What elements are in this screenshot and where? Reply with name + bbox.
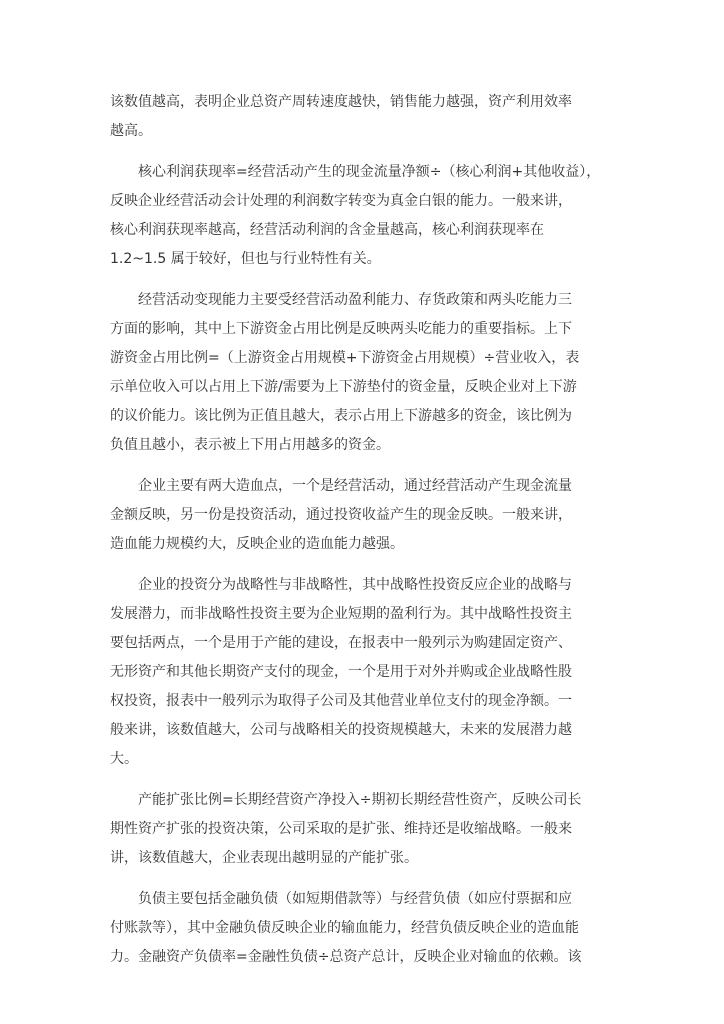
body-text [110,88,616,972]
paragraph-blood-making-points [110,472,616,559]
text-line: 游资金占用比例=（上游资金占用规模+下游资金占用规模）÷营业收入，表 [110,350,580,366]
paragraph-capacity-expansion [110,786,616,873]
text-line: 力。金融资产负债率=金融性负债÷总资产总计，反映企业对输血的依赖。该 [110,949,582,965]
paragraph-liabilities [110,885,616,972]
text-line: 示单位收入可以占用上下游/需要为上下游垫付的资金量，反映企业对上下游 [110,379,577,395]
text-line: 要包括两点，一个是用于产能的建设，在报表中一般列示为购建固定资产、 [110,635,572,651]
text-line: 发展潜力，而非战略性投资主要为企业短期的盈利行为。其中战略性投资主 [110,606,572,622]
text-line: 该数值越高，表明企业总资产周转速度越快，销售能力越强，资产利用效率 [110,94,572,110]
text-line: 付账款等），其中金融负债反映企业的输血能力，经营负债反映企业的造血能 [110,920,579,936]
paragraph-asset-turnover [110,88,616,146]
paragraph-operating-cash-ability [110,286,616,460]
text-line: 无形资产和其他长期资产支付的现金，一个是用于对外并购或企业战略性股 [110,664,572,680]
text-line: 企业主要有两大造血点，一个是经营活动，通过经营活动产生现金流量 [138,478,572,494]
text-line: 大。 [110,751,138,767]
text-line: 企业的投资分为战略性与非战略性，其中战略性投资反应企业的战略与 [138,577,572,593]
text-line: 越高。 [110,123,152,139]
text-line: 般来讲，该数值越大，公司与战略相关的投资规模越大，未来的发展潜力越 [110,722,572,738]
text-line: 造血能力规模约大，反映企业的造血能力越强。 [110,536,404,552]
text-line: 的议价能力。该比例为正值且越大，表示占用上下游越多的资金，该比例为 [110,408,572,424]
paragraph-strategic-investment [110,571,616,774]
text-line: 经营活动变现能力主要受经营活动盈利能力、存货政策和两头吃能力三 [138,292,572,308]
text-line: 讲，该数值越大，企业表现出越明显的产能扩张。 [110,850,418,866]
text-line: 核心利润获现率=经营活动产生的现金流量净额÷（核心利润+其他收益）， [138,164,601,180]
paragraph-core-profit-cash-ratio [110,158,616,274]
text-line: 1.2~1.5 属于较好，但也与行业特性有关。 [110,251,381,267]
text-line: 负值且越小，表示被上下用占用越多的资金。 [110,437,390,453]
text-line: 金额反映，另一份是投资活动，通过投资收益产生的现金反映。一般来讲， [110,507,572,523]
text-line: 负债主要包括金融负债（如短期借款等）与经营负债（如应付票据和应 [138,891,572,907]
text-line: 方面的影响，其中上下游资金占用比例是反映两头吃能力的重要指标。上下 [110,321,572,337]
text-line: 核心利润获现率越高，经营活动利润的含金量越高，核心利润获现率在 [110,222,544,238]
text-line: 权投资，报表中一般列示为取得子公司及其他营业单位支付的现金净额。一 [110,693,572,709]
text-line: 产能扩张比例=长期经营资产净投入÷期初长期经营性资产，反映公司长 [138,792,582,808]
text-line: 期性资产扩张的投资决策，公司采取的是扩张、维持还是收缩战略。一般来 [110,821,572,837]
text-line: 反映企业经营活动会计处理的利润数字转变为真金白银的能力。一般来讲， [110,193,572,209]
